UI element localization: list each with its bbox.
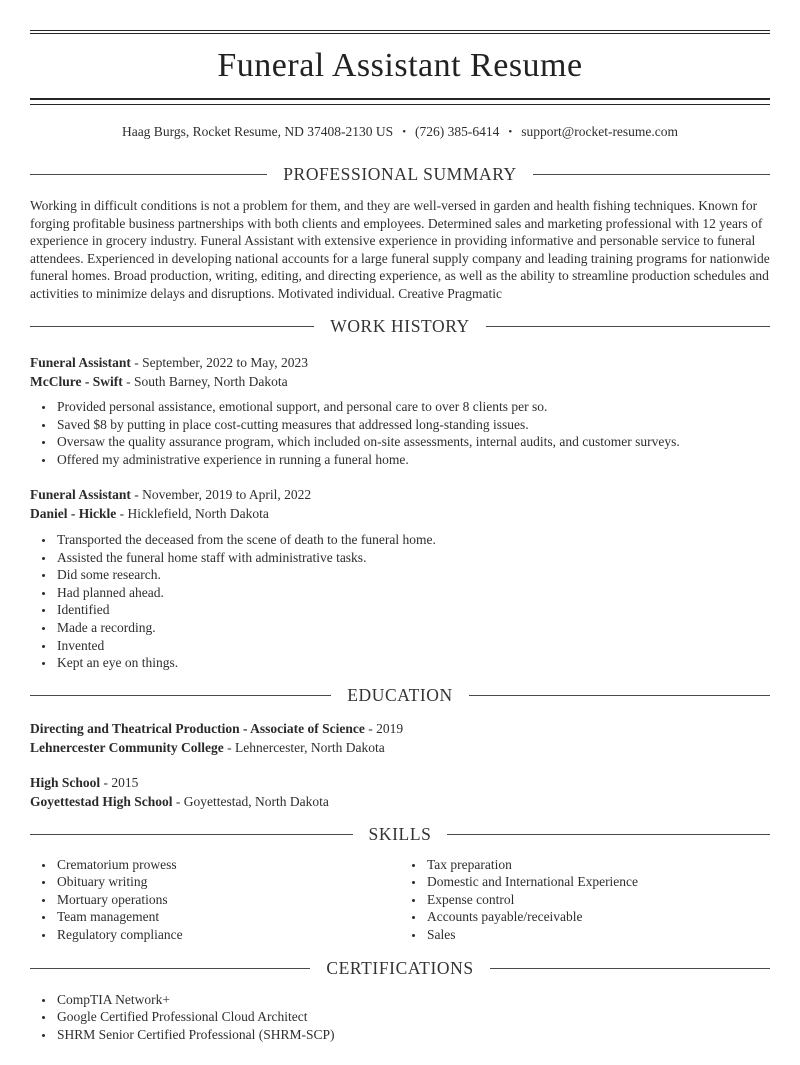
job-bullet-list <box>30 398 770 468</box>
section-title: WORK HISTORY <box>330 315 470 336</box>
section-header-summary <box>30 165 770 184</box>
job-bullet: • Invented <box>55 637 770 655</box>
skills-left-column <box>30 856 400 944</box>
job-location: - Hicklefield, North Dakota <box>119 506 269 522</box>
skill-item: • Sales <box>425 926 770 944</box>
education-year: - 2015 <box>103 774 139 790</box>
summary-paragraph: Working in difficult conditions is not a problem for them, and they are well-versed in garden and health fishing techniques. Known for forging profitable business partnerships with both clients and employees. Determined sales and marketing professional with 12 years of experience in grocery industry. Funeral Assistant with extensive experience in providing informative and personable service to funeral attendees. Experienced in developing national accounts for a large funeral supply company and leading training programs for nationwide funeral homes. Broad production, writing, editing, and directing experience, as well as the ability to streamline production schedules and activities to minimize delays and disruptions. Motivated individual. Creative Pragmatic <box>30 198 770 301</box>
job-title-line <box>30 485 770 504</box>
education-degree: High School <box>30 774 101 790</box>
job-bullet: • Assisted the funeral home staff with administrative tasks. <box>55 549 770 567</box>
skill-item: • Crematorium prowess <box>55 856 400 874</box>
education-school: Goyettestad High School <box>30 793 173 809</box>
skill-item: • Regulatory compliance <box>55 926 400 944</box>
job-company: McClure - Swift <box>30 373 123 389</box>
contact-email: support@rocket-resume.com <box>521 124 679 139</box>
job-title: Funeral Assistant <box>30 354 131 370</box>
skill-item: • Expense control <box>425 891 770 909</box>
job-dates: - September, 2022 to May, 2023 <box>134 354 308 370</box>
section-title: PROFESSIONAL SUMMARY <box>283 164 517 184</box>
resume-page <box>0 30 800 1043</box>
contact-line <box>30 124 770 141</box>
contact-separator: • <box>508 126 513 138</box>
education-degree: Directing and Theatrical Production - Associate of Science <box>30 720 365 736</box>
job-bullet: • Kept an eye on things. <box>55 654 770 672</box>
section-title: SKILLS <box>368 823 432 844</box>
education-school-line <box>30 738 770 757</box>
education-degree-line <box>30 773 770 792</box>
education-entry <box>30 773 770 811</box>
section-title: CERTIFICATIONS <box>326 957 474 978</box>
education-year: - 2019 <box>368 720 404 736</box>
contact-address: Haag Burgs, Rocket Resume, ND 37408-2130 US <box>121 124 394 139</box>
skill-item: • Mortuary operations <box>55 891 400 909</box>
education-location: - Lehnercester, North Dakota <box>227 739 385 755</box>
job-header <box>30 353 770 391</box>
job-bullet-list <box>30 531 770 672</box>
job-dates: - November, 2019 to April, 2022 <box>134 487 312 503</box>
header-top-rule <box>30 30 770 34</box>
section-header-skills <box>30 825 770 844</box>
job-bullet: • Offered my administrative experience in running a funeral home. <box>55 451 770 469</box>
job-company: Daniel - Hickle <box>30 506 117 522</box>
skills-right-column <box>400 856 770 944</box>
job-bullet: • Identified <box>55 601 770 619</box>
certification-item: • CompTIA Network+ <box>55 991 770 1009</box>
job-bullet: • Transported the deceased from the scene of death to the funeral home. <box>55 531 770 549</box>
job-bullet: • Provided personal assistance, emotional support, and personal care to over 8 clients per so. <box>55 398 770 416</box>
education-degree-line <box>30 719 770 738</box>
education-school: Lehnercester Community College <box>30 739 224 755</box>
section-header-work-history <box>30 317 770 336</box>
job-company-line <box>30 504 770 523</box>
section-header-education <box>30 686 770 705</box>
contact-phone: (726) 385-6414 <box>415 124 500 139</box>
certification-item: • Google Certified Professional Cloud Architect <box>55 1008 770 1026</box>
skill-item: • Tax preparation <box>425 856 770 874</box>
job-bullet: • Oversaw the quality assurance program, which included on-site assessments, internal audits, and customer surveys. <box>55 433 770 451</box>
education-school-line <box>30 792 770 811</box>
skill-item: • Team management <box>55 908 400 926</box>
education-entry <box>30 719 770 757</box>
skill-item: • Obituary writing <box>55 873 400 891</box>
header-bottom-rule <box>30 98 770 105</box>
job-location: - South Barney, North Dakota <box>126 373 288 389</box>
section-title: EDUCATION <box>347 684 453 705</box>
job-title-line <box>30 353 770 372</box>
job-bullet: • Had planned ahead. <box>55 584 770 602</box>
skills-columns <box>30 856 770 944</box>
certification-list <box>30 991 770 1044</box>
skill-item: • Accounts payable/receivable <box>425 908 770 926</box>
certification-item: • SHRM Senior Certified Professional (SHRM-SCP) <box>55 1026 770 1044</box>
job-bullet: • Saved $8 by putting in place cost-cutting measures that addressed long-standing issues. <box>55 416 770 434</box>
education-location: - Goyettestad, North Dakota <box>175 793 329 809</box>
contact-separator: • <box>402 126 407 138</box>
page-title: Funeral Assistant Resume <box>217 47 583 84</box>
job-bullet: • Made a recording. <box>55 619 770 637</box>
skill-item: • Domestic and International Experience <box>425 873 770 891</box>
job-bullet: • Did some research. <box>55 566 770 584</box>
section-header-certifications <box>30 959 770 978</box>
job-title: Funeral Assistant <box>30 487 131 503</box>
job-header <box>30 485 770 523</box>
job-company-line <box>30 372 770 391</box>
